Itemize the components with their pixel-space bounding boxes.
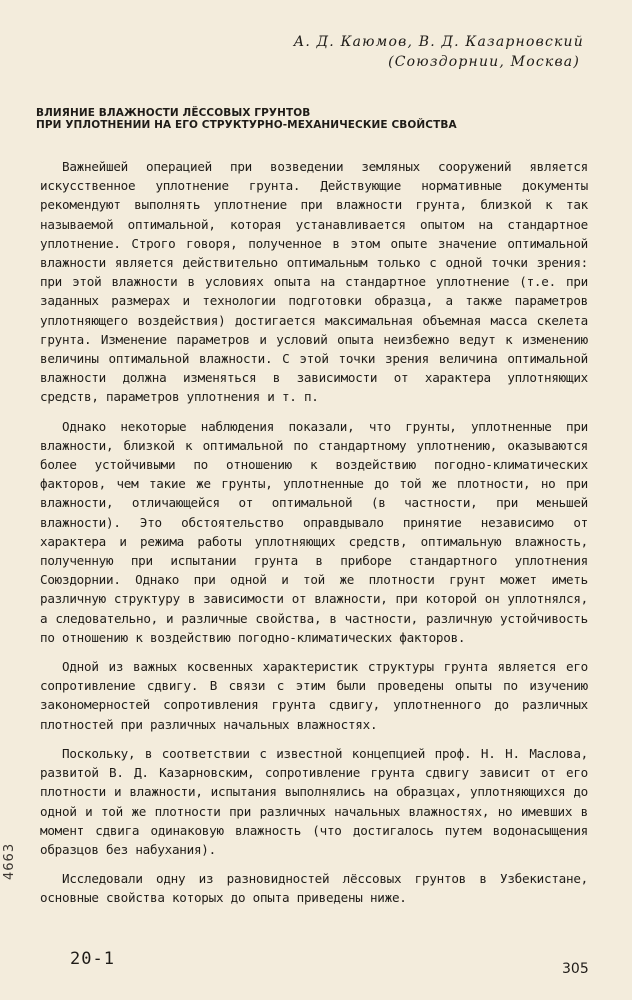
margin-stamp-number: 4663: [2, 842, 17, 880]
paragraph-4: Поскольку, в соответствии с известной концепцией проф. Н. Н. Маслова, развитой В. Д. Казарновским, сопротивление грунта сдвигу зависит от его плотности и влажности, испытания выполнялись на образцах, уплотняющихся до одной и той же плотности при различных начальных влажностях, но имевших в момент сдвига одинаковую влажность (что достигалось путем водонасыщения образцов без набухания).: [40, 745, 588, 857]
paragraph-2: Однако некоторые наблюдения показали, что грунты, уплотненные при влажности, близкой к оптимальной по стандартному уплотнению, оказываются более устойчивыми по отношению к воздействию погодно-климатических факторов, чем такие же грунты, уплотненные до той же плотности, но при влажности, отличающейся от оптимальной (в частности, при меньшей влажности). Это обстоятельство оправдывало принятие независимо от характера и режима работы уплотняющих средств, оптимальную влажность, полученную при испытании грунта в приборе стандартного уплотнения Союздорнии. Однако при одной и той же плотности грунт может иметь различную структуру в зависимости от влажности, при которой он уплотнялся, а следовательно, и различные свойства, в частности, различную устойчивость по отношению к воздействию погодно-климатических факторов.: [40, 418, 588, 645]
paragraph-3: Одной из важных косвенных характеристик структуры грунта является его сопротивление сдвигу. В связи с этим были проведены опыты по изучению закономерностей сопротивления грунта сдвигу, уплотненного до различных плотностей при различных начальных влажностях.: [40, 659, 588, 732]
author-block: [294, 32, 584, 72]
printer-signature: 20-1: [70, 949, 115, 969]
title-line-2: ПРИ УПЛОТНЕНИИ НА ЕГО СТРУКТУРНО-МЕХАНИЧЕСКИЕ СВОЙСТВА: [36, 119, 457, 131]
title-line-1: ВЛИЯНИЕ ВЛАЖНОСТИ ЛЁССОВЫХ ГРУНТОВ: [36, 107, 311, 119]
article-body: [40, 157, 588, 918]
organization-line: (Союздорнии, Москва): [388, 54, 580, 70]
paragraph-5: Исследовали одну из разновидностей лёссовых грунтов в Узбекистане, основные свойства которых до опыта приведены ниже.: [40, 871, 588, 906]
authors-line: А. Д. Каюмов, В. Д. Казарновский: [293, 34, 584, 50]
article-title: [36, 107, 596, 131]
page-number: 305: [562, 961, 589, 977]
paragraph-1: Важнейшей операцией при возведении земляных сооружений является искусственное уплотнение грунта. Действующие нормативные документы рекомендуют выполнять уплотнение при влажности грунта, близкой к так называемой оптимальной, которая устанавливается опытом на стандартное уплотнение. Строго говоря, полученное в этом опыте значение оптимальной влажности является действительно оптимальным только с одной точки зрения: при этой влажности в условиях опыта на стандартное уплотнение (т.е. при заданных размерах и технологии подготовки образца, а также параметров уплотняющего воздействия) достигается максимальная объемная масса скелета грунта. Изменение параметров и условий опыта неизбежно ведут к изменению величины оптимальной влажности. С этой точки зрения величина оптимальной влажности должна изменяться в зависимости от характера уплотняющих средств, параметров уплотнения и т. п.: [40, 159, 588, 405]
